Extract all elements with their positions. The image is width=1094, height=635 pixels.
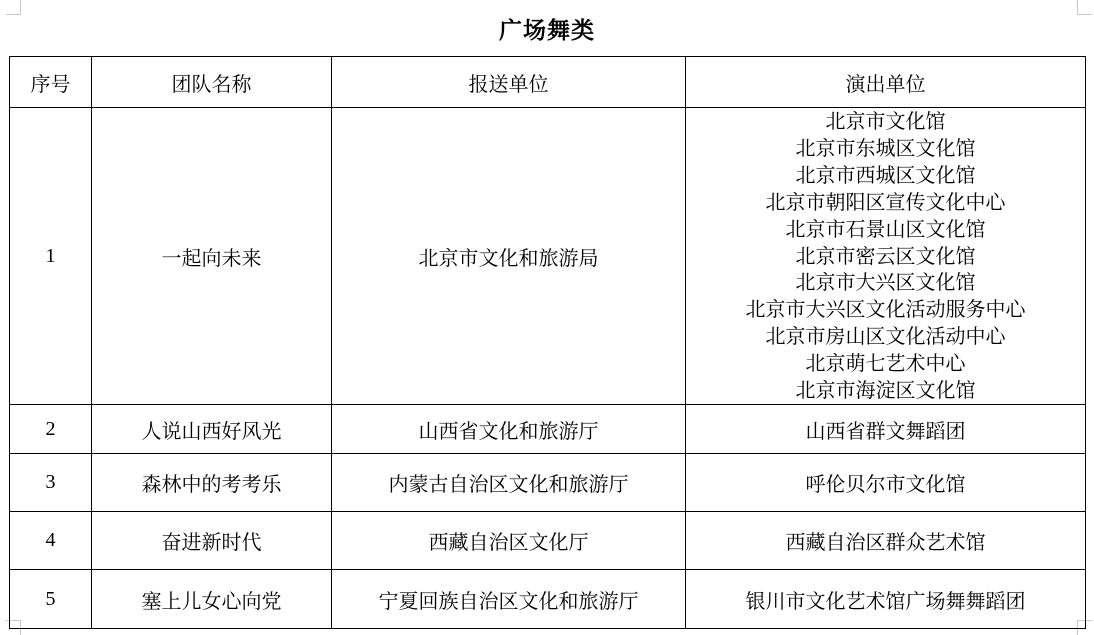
cell-serial-number: 1: [10, 108, 92, 405]
list-item: 北京萌七艺术中心: [805, 351, 966, 376]
header-submitting-unit: 报送单位: [332, 57, 686, 108]
cell-team-name: 一起向未来: [92, 108, 332, 405]
table-row: [10, 512, 1086, 570]
list-item: 北京市文化馆: [825, 109, 946, 134]
header-team-name: 团队名称: [92, 57, 332, 108]
page-corner-mark-top-right: [1077, 0, 1092, 15]
cell-performing-units: 呼伦贝尔市文化馆: [686, 454, 1086, 512]
performing-unit-list: [686, 108, 1085, 404]
cell-performing-units: 西藏自治区群众艺术馆: [686, 512, 1086, 570]
cell-performing-units: 银川市文化艺术馆广场舞舞蹈团: [686, 570, 1086, 629]
list-item: 北京市石景山区文化馆: [785, 216, 986, 241]
table-row: [10, 108, 1086, 405]
cell-performing-units: 山西省群文舞蹈团: [686, 405, 1086, 454]
header-serial-number: 序号: [10, 57, 92, 108]
cell-serial-number: 5: [10, 570, 92, 629]
table-row: [10, 570, 1086, 629]
cell-serial-number: 4: [10, 512, 92, 570]
page-corner-mark-top-left: [6, 0, 21, 15]
list-item: 北京市房山区文化活动中心: [765, 324, 1006, 349]
cell-performing-units: [686, 108, 1086, 405]
list-item: 北京市大兴区文化活动服务中心: [745, 297, 1026, 322]
cell-submitting-unit: 宁夏回族自治区文化和旅游厅: [332, 570, 686, 629]
header-performing-unit: 演出单位: [686, 57, 1086, 108]
table-row: [10, 454, 1086, 512]
page-title: 广场舞类: [499, 18, 595, 44]
list-item: 北京市海淀区文化馆: [795, 378, 976, 403]
cell-team-name: 人说山西好风光: [92, 405, 332, 454]
team-roster-table: [9, 56, 1086, 629]
cell-serial-number: 3: [10, 454, 92, 512]
cell-team-name: 森林中的考考乐: [92, 454, 332, 512]
cell-submitting-unit: 西藏自治区文化厅: [332, 512, 686, 570]
list-item: 北京市大兴区文化馆: [795, 270, 976, 295]
cell-serial-number: 2: [10, 405, 92, 454]
list-item: 北京市朝阳区宣传文化中心: [765, 189, 1006, 214]
table-header-row: [10, 57, 1086, 108]
cell-team-name: 塞上儿女心向党: [92, 570, 332, 629]
cell-submitting-unit: 内蒙古自治区文化和旅游厅: [332, 454, 686, 512]
cell-submitting-unit: 北京市文化和旅游局: [332, 108, 686, 405]
cell-submitting-unit: 山西省文化和旅游厅: [332, 405, 686, 454]
list-item: 北京市东城区文化馆: [795, 135, 976, 160]
cell-team-name: 奋进新时代: [92, 512, 332, 570]
list-item: 北京市西城区文化馆: [795, 162, 976, 187]
list-item: 北京市密云区文化馆: [795, 243, 976, 268]
table-row: [10, 405, 1086, 454]
